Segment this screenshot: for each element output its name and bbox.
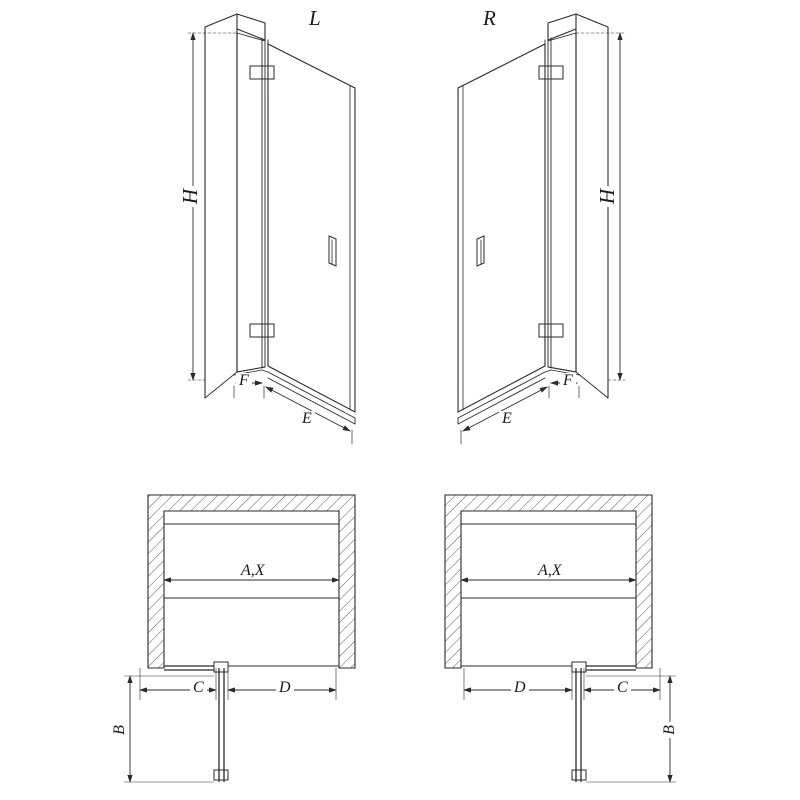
label-panel-e-left: E <box>299 411 315 427</box>
label-segment-d-right: D <box>511 680 529 696</box>
label-panel-e-right: E <box>499 411 515 427</box>
label-depth-left: B <box>112 722 128 738</box>
label-height-right: H <box>597 186 618 207</box>
label-panel-f-right: F <box>560 373 576 389</box>
plan-right-view <box>445 495 676 782</box>
label-segment-c-left: C <box>190 680 207 696</box>
elevation-left-view <box>188 14 355 444</box>
label-height-left: H <box>180 186 201 207</box>
label-depth-right: B <box>662 722 678 738</box>
label-segment-d-left: D <box>276 680 294 696</box>
label-handing-right: R <box>483 6 496 30</box>
elevation-right-view <box>458 14 625 444</box>
label-segment-c-right: C <box>614 680 631 696</box>
label-width-left: A,X <box>238 563 268 579</box>
label-width-right: A,X <box>535 563 565 579</box>
plan-left-view <box>124 495 355 782</box>
label-panel-f-left: F <box>236 373 252 389</box>
label-handing-left: L <box>309 6 321 30</box>
